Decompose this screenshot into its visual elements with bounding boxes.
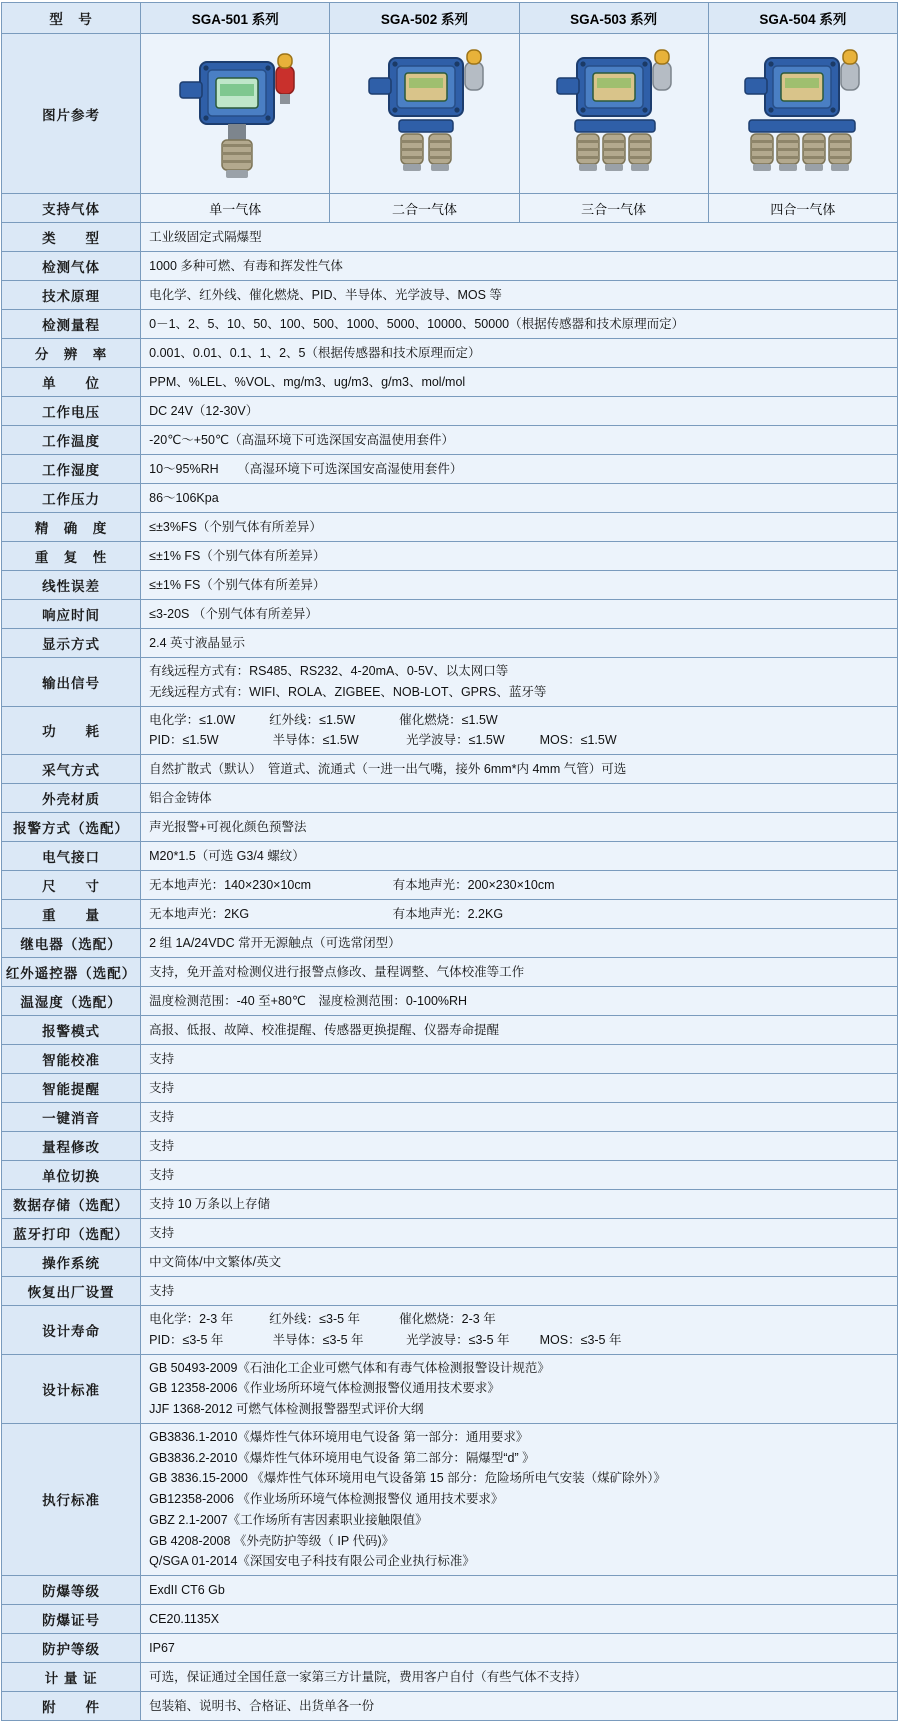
lifespan-line-1 [149,1310,889,1329]
table-row [2,1663,898,1692]
power-name-3: PID： [149,733,183,748]
exec-standard-line: GB3836.1-2010《爆炸性气体环境用电气设备 第一部分：通用要求》 [149,1429,529,1444]
row-label: 报警模式 [2,1016,141,1045]
row-value: 支持，免开盖对检测仪进行报警点修改、量程调整、气体校准等工作 [141,958,898,987]
row-value: 包装箱、说明书、合格证、出货单各一份 [141,1692,898,1721]
table-row [2,281,898,310]
product-image-4 [708,34,897,194]
table-row [2,958,898,987]
power-val-5: ≤1.5W [468,733,505,748]
row-label: 技术原理 [2,281,141,310]
gas-detector-2-icon [339,40,509,188]
row-value: 可选，保证通过全国任意一家第三方计量院，费用客户自付（有些气体不支持） [141,1663,898,1692]
row-value: 支持 [141,1161,898,1190]
row-label-output: 输出信号 [2,658,141,707]
spec-sheet [0,2,899,1721]
row-label-exec-standard: 执行标准 [2,1423,141,1575]
lifespan-name-3: PID： [149,1332,183,1347]
row-label: 智能提醒 [2,1074,141,1103]
exec-standard-line: GB3836.2-2010《爆炸性气体环境用电气设备 第二部分：隔爆型“d” 》 [149,1450,535,1465]
table-row [2,1248,898,1277]
lifespan-val-6: ≤3-5 年 [580,1332,622,1347]
power-name-5: 光学波导： [406,733,469,748]
power-name-6: MOS： [539,733,581,748]
specification-table [1,2,898,1721]
lifespan-name-2: 催化燃烧： [399,1312,462,1326]
row-value: ExdII CT6 Gb [141,1576,898,1605]
lifespan-val-4: ≤3-5 年 [322,1332,364,1347]
gas-detector-1-icon [150,40,320,188]
row-label: 附 件 [2,1692,141,1721]
table-row-size [2,871,898,900]
table-row [2,755,898,784]
row-value: ≤±1% FS（个别气体有所差异） [141,571,898,600]
table-row-images [2,34,898,194]
row-label: 工作压力 [2,484,141,513]
table-row [2,1074,898,1103]
table-row [2,223,898,252]
row-value: ≤3-20S （个别气体有所差异） [141,600,898,629]
table-row [2,1277,898,1306]
row-label: 电气接口 [2,842,141,871]
row-label-design-standard: 设计标准 [2,1354,141,1423]
row-value-size [141,871,898,900]
gas-support-2: 二合一气体 [330,194,519,223]
power-val-2: ≤1.5W [461,712,498,727]
row-value: ≤±1% FS（个别气体有所差异） [141,542,898,571]
table-row [2,1132,898,1161]
row-value-output [141,658,898,707]
table-row [2,426,898,455]
row-label: 蓝牙打印（选配） [2,1219,141,1248]
table-row [2,813,898,842]
design-standard-line: JJF 1368-2012 可燃气体检测报警器型式评价大纲 [149,1402,424,1416]
row-label: 操作系统 [2,1248,141,1277]
power-name-2: 催化燃烧： [399,712,462,727]
row-label: 计 量 证 [2,1663,141,1692]
table-row-lifespan [2,1306,898,1355]
lifespan-val-1: ≤3-5 年 [319,1312,361,1326]
row-value-design-standard [141,1354,898,1423]
row-label: 类 型 [2,223,141,252]
lifespan-val-0: 2-3 年 [199,1312,234,1326]
row-label: 显示方式 [2,629,141,658]
table-row [2,629,898,658]
table-row [2,252,898,281]
gas-detector-3-icon [529,40,699,188]
row-value: 工业级固定式隔爆型 [141,223,898,252]
power-val-0: ≤1.0W [199,712,236,727]
lifespan-val-5: ≤3-5 年 [468,1332,510,1347]
table-row [2,339,898,368]
gas-support-3: 三合一气体 [519,194,708,223]
row-value-lifespan [141,1306,898,1355]
product-image-2 [330,34,519,194]
row-label: 分 辨 率 [2,339,141,368]
gas-detector-4-icon [715,40,890,188]
row-value: 中文简体/中文繁体/英文 [141,1248,898,1277]
row-value: 声光报警+可视化颜色预警法 [141,813,898,842]
row-label: 线性误差 [2,571,141,600]
row-value: 铝合金铸体 [141,784,898,813]
table-row [2,1045,898,1074]
row-label: 红外遥控器（选配） [2,958,141,987]
row-label: 采气方式 [2,755,141,784]
table-row [2,542,898,571]
row-value: IP67 [141,1634,898,1663]
power-val-1: ≤1.5W [319,712,356,727]
model-header-2: SGA-502 系列 [330,3,519,34]
row-value: 10～95%RH （高湿环境下可选深国安高湿使用套件） [141,455,898,484]
row-label: 智能校准 [2,1045,141,1074]
table-row [2,484,898,513]
table-row [2,842,898,871]
table-row [2,1605,898,1634]
row-value-weight [141,900,898,929]
lifespan-val-3: ≤3-5 年 [182,1332,224,1347]
size-with-alarm: 有本地声光：200×230×10cm [392,877,555,892]
design-standard-line: GB 12358-2006《作业场所环境气体检测报警仪通用技术要求》 [149,1381,500,1396]
row-value: 自然扩散式（默认） 管道式、流通式（一进一出气嘴，接外 6mm*内 4mm 气管）可选 [141,755,898,784]
product-image-1 [141,34,330,194]
row-value: 温度检测范围：-40 至+80℃ 湿度检测范围：0-100%RH [141,987,898,1016]
gas-support-4: 四合一气体 [708,194,897,223]
lifespan-val-2: 2-3 年 [461,1312,496,1326]
row-label-model: 型 号 [2,3,141,34]
row-label: 检测气体 [2,252,141,281]
row-label-weight: 重 量 [2,900,141,929]
row-label-gas-support: 支持气体 [2,194,141,223]
row-label: 报警方式（选配） [2,813,141,842]
table-row-design-standard [2,1354,898,1423]
row-value: ≤±3%FS（个别气体有所差异） [141,513,898,542]
row-label: 一键消音 [2,1103,141,1132]
row-value: -20℃～+50℃（高温环境下可选深国安高温使用套件） [141,426,898,455]
lifespan-name-4: 半导体： [272,1332,323,1347]
row-value: 2.4 英寸液晶显示 [141,629,898,658]
power-val-6: ≤1.5W [580,733,617,748]
row-value: 支持 [141,1045,898,1074]
table-row [2,1103,898,1132]
row-value: 高报、低报、故障、校准提醒、传感器更换提醒、仪器寿命提醒 [141,1016,898,1045]
row-value: M20*1.5（可选 G3/4 螺纹） [141,842,898,871]
row-value: 支持 [141,1219,898,1248]
weight-with-alarm: 有本地声光：2.2KG [392,906,504,921]
row-label: 温湿度（选配） [2,987,141,1016]
table-row-gas-support [2,194,898,223]
lifespan-name-1: 红外线： [269,1312,320,1326]
row-value: 支持 [141,1074,898,1103]
exec-standard-line: GB 4208-2008 《外壳防护等级（ IP 代码)》 [149,1533,395,1548]
table-row-exec-standard [2,1423,898,1575]
table-row-weight [2,900,898,929]
row-value: CE20.1135X [141,1605,898,1634]
row-value: PPM、%LEL、%VOL、mg/m3、ug/m3、g/m3、mol/mol [141,368,898,397]
table-row [2,1161,898,1190]
row-value: 86～106Kpa [141,484,898,513]
table-row [2,571,898,600]
lifespan-name-0: 电化学： [149,1312,200,1326]
row-label: 量程修改 [2,1132,141,1161]
table-row [2,600,898,629]
weight-no-alarm: 无本地声光：2KG [149,906,250,921]
row-label: 工作电压 [2,397,141,426]
gas-support-1: 单一气体 [141,194,330,223]
table-row [2,784,898,813]
power-name-4: 半导体： [272,733,323,748]
lifespan-name-5: 光学波导： [406,1332,469,1347]
exec-standard-line: GB12358-2006 《作业场所环境气体检测报警仪 通用技术要求》 [149,1492,504,1506]
table-row [2,1692,898,1721]
row-label-size: 尺 寸 [2,871,141,900]
row-label: 单 位 [2,368,141,397]
table-row [2,987,898,1016]
row-value-exec-standard [141,1423,898,1575]
row-label: 防护等级 [2,1634,141,1663]
row-value: 0－1、2、5、10、50、100、500、1000、5000、10000、50000（根据传感器和技术原理而定） [141,310,898,339]
model-header-4: SGA-504 系列 [708,3,897,34]
power-name-0: 电化学： [149,712,200,727]
row-value: 2 组 1A/24VDC 常开无源触点（可选常闭型） [141,929,898,958]
table-row-model [2,3,898,34]
row-label: 工作温度 [2,426,141,455]
table-row-output [2,658,898,707]
output-line-wired: 有线远程方式有：RS485、RS232、4-20mA、0-5V、以太网口等 [149,664,509,678]
size-no-alarm: 无本地声光：140×230×10cm [149,877,312,892]
row-value: 0.001、0.01、0.1、1、2、5（根据传感器和技术原理而定） [141,339,898,368]
row-value: 支持 10 万条以上存储 [141,1190,898,1219]
row-label-image: 图片参考 [2,34,141,194]
row-value: DC 24V（12-30V） [141,397,898,426]
table-row [2,368,898,397]
row-label: 工作湿度 [2,455,141,484]
row-value-power [141,706,898,755]
design-standard-line: GB 50493-2009《石油化工企业可燃气体和有毒气体检测报警设计规范》 [149,1360,550,1375]
table-row [2,929,898,958]
table-row [2,1016,898,1045]
power-line-1 [149,711,889,730]
product-image-3 [519,34,708,194]
row-value: 1000 多种可燃、有毒和挥发性气体 [141,252,898,281]
model-header-1: SGA-501 系列 [141,3,330,34]
table-row [2,1190,898,1219]
row-value: 支持 [141,1103,898,1132]
row-value: 电化学、红外线、催化燃烧、PID、半导体、光学波导、MOS 等 [141,281,898,310]
table-row [2,455,898,484]
row-label-lifespan: 设计寿命 [2,1306,141,1355]
row-label: 检测量程 [2,310,141,339]
lifespan-name-6: MOS： [539,1332,581,1347]
row-label: 响应时间 [2,600,141,629]
row-label: 防爆证号 [2,1605,141,1634]
table-row [2,1219,898,1248]
row-label: 数据存储（选配） [2,1190,141,1219]
table-row [2,1634,898,1663]
power-name-1: 红外线： [269,712,320,727]
power-line-2 [149,731,889,750]
row-value: 支持 [141,1132,898,1161]
table-row [2,397,898,426]
row-label: 恢复出厂设置 [2,1277,141,1306]
row-label: 单位切换 [2,1161,141,1190]
row-label: 防爆等级 [2,1576,141,1605]
table-row [2,513,898,542]
row-label: 精 确 度 [2,513,141,542]
row-label: 继电器（选配） [2,929,141,958]
power-val-3: ≤1.5W [182,733,219,748]
row-value: 支持 [141,1277,898,1306]
row-label: 重 复 性 [2,542,141,571]
exec-standard-line: GB 3836.15-2000 《爆炸性气体环境用电气设备第 15 部分：危险场所电气安装（煤矿除外）》 [149,1471,666,1486]
table-row-power [2,706,898,755]
lifespan-line-2 [149,1331,889,1350]
row-label: 外壳材质 [2,784,141,813]
table-row [2,310,898,339]
row-label-power: 功 耗 [2,706,141,755]
output-line-wireless: 无线远程方式有：WIFI、ROLA、ZIGBEE、NOB-LOT、GPRS、蓝牙等 [149,684,547,699]
exec-standard-line: GBZ 2.1-2007《工作场所有害因素职业接触限值》 [149,1512,428,1527]
table-row [2,1576,898,1605]
power-val-4: ≤1.5W [322,733,359,748]
exec-standard-line: Q/SGA 01-2014《深国安电子科技有限公司企业执行标准》 [149,1554,475,1569]
model-header-3: SGA-503 系列 [519,3,708,34]
